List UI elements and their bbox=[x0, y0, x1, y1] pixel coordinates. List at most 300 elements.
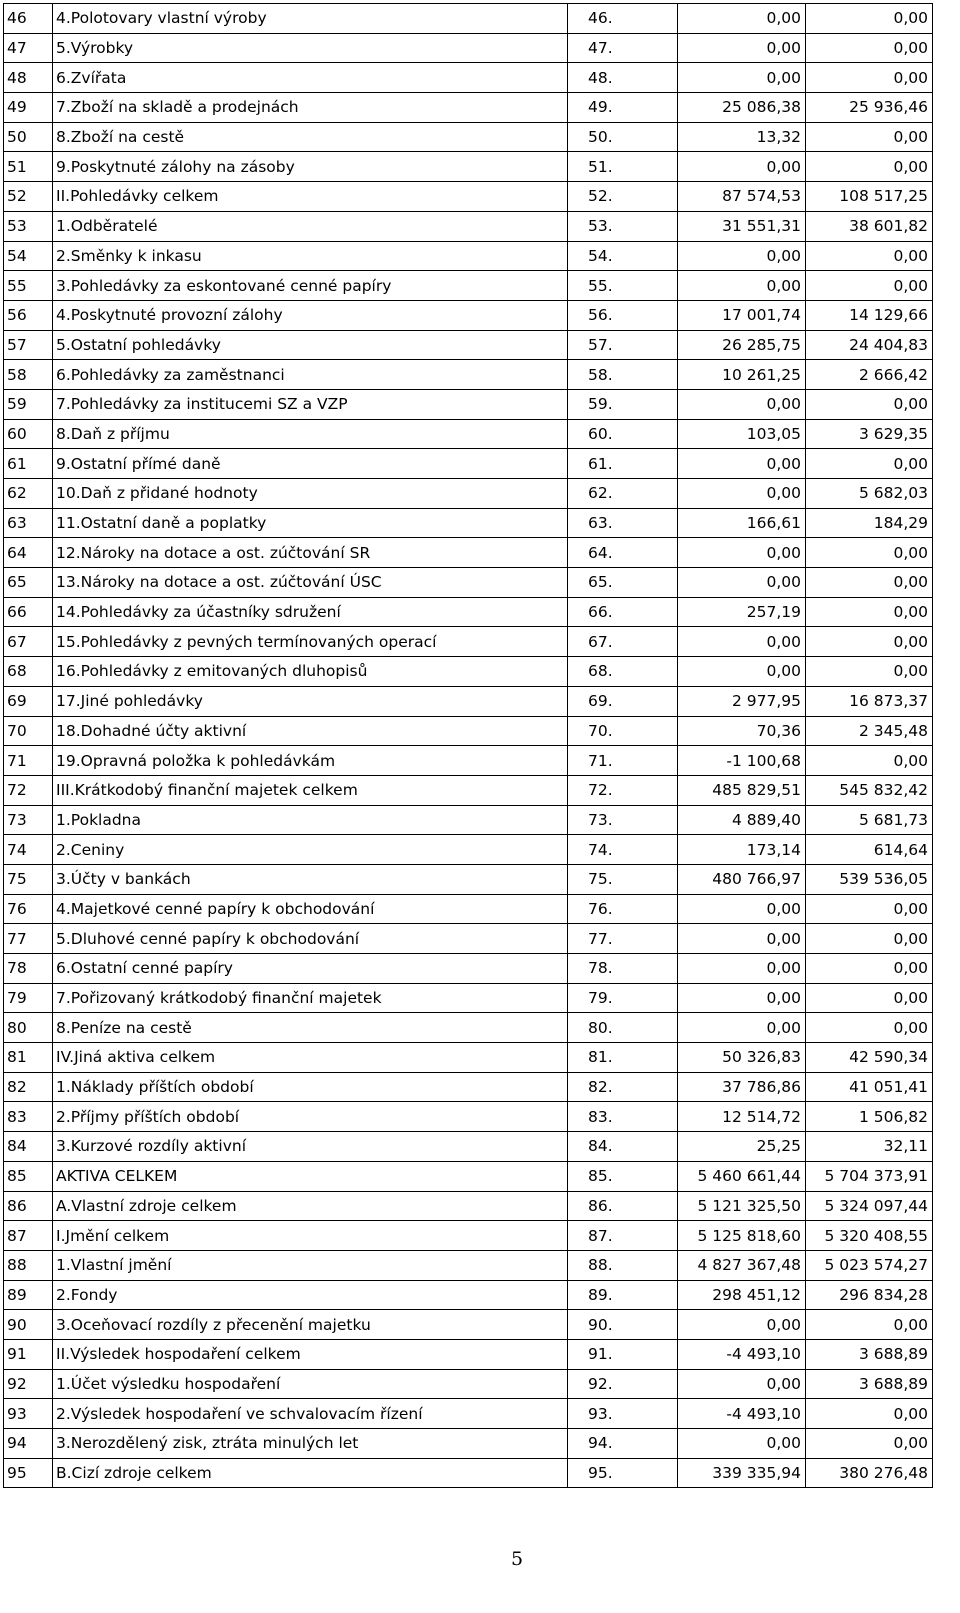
current-period-value-cell: 298 451,12 bbox=[678, 1280, 806, 1310]
table-row bbox=[4, 568, 933, 598]
line-code-cell: 51. bbox=[568, 152, 678, 182]
item-name-cell: A.Vlastní zdroje celkem bbox=[53, 1191, 568, 1221]
line-code-cell: 87. bbox=[568, 1221, 678, 1251]
previous-period-value-cell: 0,00 bbox=[806, 1310, 933, 1340]
current-period-value-cell: 0,00 bbox=[678, 983, 806, 1013]
line-code-cell: 54. bbox=[568, 241, 678, 271]
current-period-value-cell: 0,00 bbox=[678, 894, 806, 924]
current-period-value-cell: 25,25 bbox=[678, 1132, 806, 1162]
line-code-cell: 79. bbox=[568, 983, 678, 1013]
current-period-value-cell: 70,36 bbox=[678, 716, 806, 746]
item-name-cell: 5.Výrobky bbox=[53, 33, 568, 63]
previous-period-value-cell: 3 688,89 bbox=[806, 1339, 933, 1369]
row-number-cell: 87 bbox=[4, 1221, 53, 1251]
table-row bbox=[4, 1250, 933, 1280]
row-number-cell: 84 bbox=[4, 1132, 53, 1162]
line-code-cell: 82. bbox=[568, 1072, 678, 1102]
previous-period-value-cell: 0,00 bbox=[806, 657, 933, 687]
row-number-cell: 66 bbox=[4, 597, 53, 627]
previous-period-value-cell: 5 320 408,55 bbox=[806, 1221, 933, 1251]
item-name-cell: 13.Nároky na dotace a ost. zúčtování ÚSC bbox=[53, 568, 568, 598]
table-row bbox=[4, 1132, 933, 1162]
table-row bbox=[4, 1458, 933, 1488]
row-number-cell: 58 bbox=[4, 360, 53, 390]
current-period-value-cell: 0,00 bbox=[678, 627, 806, 657]
item-name-cell: 2.Výsledek hospodaření ve schvalovacím řízení bbox=[53, 1399, 568, 1429]
row-number-cell: 81 bbox=[4, 1043, 53, 1073]
balance-sheet-body bbox=[4, 4, 933, 1488]
table-row bbox=[4, 1013, 933, 1043]
row-number-cell: 68 bbox=[4, 657, 53, 687]
item-name-cell: 2.Směnky k inkasu bbox=[53, 241, 568, 271]
previous-period-value-cell: 38 601,82 bbox=[806, 211, 933, 241]
item-name-cell: 4.Polotovary vlastní výroby bbox=[53, 4, 568, 34]
row-number-cell: 78 bbox=[4, 954, 53, 984]
line-code-cell: 73. bbox=[568, 805, 678, 835]
previous-period-value-cell: 14 129,66 bbox=[806, 300, 933, 330]
item-name-cell: 4.Majetkové cenné papíry k obchodování bbox=[53, 894, 568, 924]
line-code-cell: 90. bbox=[568, 1310, 678, 1340]
current-period-value-cell: 5 125 818,60 bbox=[678, 1221, 806, 1251]
current-period-value-cell: -4 493,10 bbox=[678, 1339, 806, 1369]
item-name-cell: 2.Ceniny bbox=[53, 835, 568, 865]
item-name-cell: 3.Pohledávky za eskontované cenné papíry bbox=[53, 271, 568, 301]
table-row bbox=[4, 657, 933, 687]
row-number-cell: 46 bbox=[4, 4, 53, 34]
row-number-cell: 76 bbox=[4, 894, 53, 924]
line-code-cell: 70. bbox=[568, 716, 678, 746]
item-name-cell: III.Krátkodobý finanční majetek celkem bbox=[53, 775, 568, 805]
current-period-value-cell: 50 326,83 bbox=[678, 1043, 806, 1073]
current-period-value-cell: 0,00 bbox=[678, 271, 806, 301]
previous-period-value-cell: 2 345,48 bbox=[806, 716, 933, 746]
previous-period-value-cell: 2 666,42 bbox=[806, 360, 933, 390]
previous-period-value-cell: 184,29 bbox=[806, 508, 933, 538]
previous-period-value-cell: 5 682,03 bbox=[806, 479, 933, 509]
current-period-value-cell: -4 493,10 bbox=[678, 1399, 806, 1429]
item-name-cell: II.Pohledávky celkem bbox=[53, 182, 568, 212]
row-number-cell: 70 bbox=[4, 716, 53, 746]
line-code-cell: 55. bbox=[568, 271, 678, 301]
line-code-cell: 84. bbox=[568, 1132, 678, 1162]
line-code-cell: 57. bbox=[568, 330, 678, 360]
current-period-value-cell: 166,61 bbox=[678, 508, 806, 538]
row-number-cell: 72 bbox=[4, 775, 53, 805]
item-name-cell: IV.Jiná aktiva celkem bbox=[53, 1043, 568, 1073]
current-period-value-cell: 17 001,74 bbox=[678, 300, 806, 330]
previous-period-value-cell: 0,00 bbox=[806, 1013, 933, 1043]
item-name-cell: 9.Poskytnuté zálohy na zásoby bbox=[53, 152, 568, 182]
table-row bbox=[4, 1102, 933, 1132]
table-row bbox=[4, 93, 933, 123]
item-name-cell: I.Jmění celkem bbox=[53, 1221, 568, 1251]
item-name-cell: 5.Ostatní pohledávky bbox=[53, 330, 568, 360]
line-code-cell: 50. bbox=[568, 122, 678, 152]
previous-period-value-cell: 0,00 bbox=[806, 627, 933, 657]
table-row bbox=[4, 330, 933, 360]
current-period-value-cell: 485 829,51 bbox=[678, 775, 806, 805]
current-period-value-cell: 5 121 325,50 bbox=[678, 1191, 806, 1221]
line-code-cell: 71. bbox=[568, 746, 678, 776]
previous-period-value-cell: 0,00 bbox=[806, 568, 933, 598]
table-row bbox=[4, 211, 933, 241]
current-period-value-cell: 173,14 bbox=[678, 835, 806, 865]
previous-period-value-cell: 0,00 bbox=[806, 33, 933, 63]
item-name-cell: 1.Účet výsledku hospodaření bbox=[53, 1369, 568, 1399]
table-row bbox=[4, 1429, 933, 1459]
row-number-cell: 80 bbox=[4, 1013, 53, 1043]
line-code-cell: 61. bbox=[568, 449, 678, 479]
current-period-value-cell: -1 100,68 bbox=[678, 746, 806, 776]
previous-period-value-cell: 0,00 bbox=[806, 63, 933, 93]
table-row bbox=[4, 894, 933, 924]
item-name-cell: 6.Pohledávky za zaměstnanci bbox=[53, 360, 568, 390]
current-period-value-cell: 4 827 367,48 bbox=[678, 1250, 806, 1280]
current-period-value-cell: 0,00 bbox=[678, 63, 806, 93]
row-number-cell: 75 bbox=[4, 864, 53, 894]
current-period-value-cell: 0,00 bbox=[678, 924, 806, 954]
previous-period-value-cell: 5 704 373,91 bbox=[806, 1161, 933, 1191]
row-number-cell: 59 bbox=[4, 389, 53, 419]
row-number-cell: 79 bbox=[4, 983, 53, 1013]
line-code-cell: 78. bbox=[568, 954, 678, 984]
row-number-cell: 86 bbox=[4, 1191, 53, 1221]
previous-period-value-cell: 545 832,42 bbox=[806, 775, 933, 805]
table-row bbox=[4, 1191, 933, 1221]
current-period-value-cell: 0,00 bbox=[678, 449, 806, 479]
page-number: 5 bbox=[510, 1548, 524, 1570]
table-row bbox=[4, 864, 933, 894]
current-period-value-cell: 10 261,25 bbox=[678, 360, 806, 390]
table-row bbox=[4, 1161, 933, 1191]
previous-period-value-cell: 24 404,83 bbox=[806, 330, 933, 360]
table-row bbox=[4, 1399, 933, 1429]
line-code-cell: 91. bbox=[568, 1339, 678, 1369]
row-number-cell: 54 bbox=[4, 241, 53, 271]
previous-period-value-cell: 0,00 bbox=[806, 1429, 933, 1459]
table-row bbox=[4, 1221, 933, 1251]
item-name-cell: 11.Ostatní daně a poplatky bbox=[53, 508, 568, 538]
row-number-cell: 60 bbox=[4, 419, 53, 449]
item-name-cell: 3.Kurzové rozdíly aktivní bbox=[53, 1132, 568, 1162]
current-period-value-cell: 87 574,53 bbox=[678, 182, 806, 212]
line-code-cell: 69. bbox=[568, 686, 678, 716]
line-code-cell: 95. bbox=[568, 1458, 678, 1488]
row-number-cell: 90 bbox=[4, 1310, 53, 1340]
previous-period-value-cell: 3 629,35 bbox=[806, 419, 933, 449]
line-code-cell: 94. bbox=[568, 1429, 678, 1459]
line-code-cell: 53. bbox=[568, 211, 678, 241]
previous-period-value-cell: 41 051,41 bbox=[806, 1072, 933, 1102]
previous-period-value-cell: 3 688,89 bbox=[806, 1369, 933, 1399]
previous-period-value-cell: 0,00 bbox=[806, 449, 933, 479]
previous-period-value-cell: 25 936,46 bbox=[806, 93, 933, 123]
table-row bbox=[4, 508, 933, 538]
current-period-value-cell: 0,00 bbox=[678, 1429, 806, 1459]
current-period-value-cell: 25 086,38 bbox=[678, 93, 806, 123]
item-name-cell: 9.Ostatní přímé daně bbox=[53, 449, 568, 479]
item-name-cell: 1.Vlastní jmění bbox=[53, 1250, 568, 1280]
item-name-cell: 7.Pořizovaný krátkodobý finanční majetek bbox=[53, 983, 568, 1013]
current-period-value-cell: 0,00 bbox=[678, 568, 806, 598]
current-period-value-cell: 339 335,94 bbox=[678, 1458, 806, 1488]
current-period-value-cell: 0,00 bbox=[678, 954, 806, 984]
current-period-value-cell: 257,19 bbox=[678, 597, 806, 627]
line-code-cell: 88. bbox=[568, 1250, 678, 1280]
item-name-cell: 1.Pokladna bbox=[53, 805, 568, 835]
table-row bbox=[4, 1310, 933, 1340]
previous-period-value-cell: 614,64 bbox=[806, 835, 933, 865]
row-number-cell: 62 bbox=[4, 479, 53, 509]
row-number-cell: 55 bbox=[4, 271, 53, 301]
line-code-cell: 67. bbox=[568, 627, 678, 657]
table-row bbox=[4, 360, 933, 390]
row-number-cell: 77 bbox=[4, 924, 53, 954]
table-row bbox=[4, 1339, 933, 1369]
current-period-value-cell: 0,00 bbox=[678, 241, 806, 271]
row-number-cell: 49 bbox=[4, 93, 53, 123]
item-name-cell: 19.Opravná položka k pohledávkám bbox=[53, 746, 568, 776]
current-period-value-cell: 0,00 bbox=[678, 1013, 806, 1043]
current-period-value-cell: 13,32 bbox=[678, 122, 806, 152]
table-row bbox=[4, 271, 933, 301]
row-number-cell: 64 bbox=[4, 538, 53, 568]
item-name-cell: 16.Pohledávky z emitovaných dluhopisů bbox=[53, 657, 568, 687]
current-period-value-cell: 2 977,95 bbox=[678, 686, 806, 716]
table-row bbox=[4, 1043, 933, 1073]
line-code-cell: 52. bbox=[568, 182, 678, 212]
table-row bbox=[4, 182, 933, 212]
row-number-cell: 48 bbox=[4, 63, 53, 93]
line-code-cell: 60. bbox=[568, 419, 678, 449]
item-name-cell: 15.Pohledávky z pevných termínovaných operací bbox=[53, 627, 568, 657]
table-row bbox=[4, 122, 933, 152]
line-code-cell: 85. bbox=[568, 1161, 678, 1191]
line-code-cell: 83. bbox=[568, 1102, 678, 1132]
item-name-cell: 3.Nerozdělený zisk, ztráta minulých let bbox=[53, 1429, 568, 1459]
previous-period-value-cell: 0,00 bbox=[806, 954, 933, 984]
row-number-cell: 93 bbox=[4, 1399, 53, 1429]
current-period-value-cell: 0,00 bbox=[678, 4, 806, 34]
line-code-cell: 62. bbox=[568, 479, 678, 509]
table-row bbox=[4, 746, 933, 776]
current-period-value-cell: 0,00 bbox=[678, 152, 806, 182]
row-number-cell: 47 bbox=[4, 33, 53, 63]
row-number-cell: 52 bbox=[4, 182, 53, 212]
row-number-cell: 67 bbox=[4, 627, 53, 657]
row-number-cell: 94 bbox=[4, 1429, 53, 1459]
item-name-cell: 17.Jiné pohledávky bbox=[53, 686, 568, 716]
row-number-cell: 88 bbox=[4, 1250, 53, 1280]
table-row bbox=[4, 300, 933, 330]
table-row bbox=[4, 597, 933, 627]
table-row bbox=[4, 775, 933, 805]
current-period-value-cell: 5 460 661,44 bbox=[678, 1161, 806, 1191]
previous-period-value-cell: 0,00 bbox=[806, 924, 933, 954]
table-row bbox=[4, 538, 933, 568]
item-name-cell: II.Výsledek hospodaření celkem bbox=[53, 1339, 568, 1369]
previous-period-value-cell: 5 324 097,44 bbox=[806, 1191, 933, 1221]
item-name-cell: 5.Dluhové cenné papíry k obchodování bbox=[53, 924, 568, 954]
previous-period-value-cell: 16 873,37 bbox=[806, 686, 933, 716]
line-code-cell: 64. bbox=[568, 538, 678, 568]
line-code-cell: 80. bbox=[568, 1013, 678, 1043]
item-name-cell: 8.Peníze na cestě bbox=[53, 1013, 568, 1043]
item-name-cell: 18.Dohadné účty aktivní bbox=[53, 716, 568, 746]
current-period-value-cell: 0,00 bbox=[678, 389, 806, 419]
previous-period-value-cell: 5 023 574,27 bbox=[806, 1250, 933, 1280]
item-name-cell: B.Cizí zdroje celkem bbox=[53, 1458, 568, 1488]
current-period-value-cell: 0,00 bbox=[678, 1369, 806, 1399]
row-number-cell: 56 bbox=[4, 300, 53, 330]
table-row bbox=[4, 4, 933, 34]
current-period-value-cell: 0,00 bbox=[678, 657, 806, 687]
current-period-value-cell: 0,00 bbox=[678, 479, 806, 509]
current-period-value-cell: 26 285,75 bbox=[678, 330, 806, 360]
balance-sheet-table bbox=[3, 3, 933, 1488]
previous-period-value-cell: 296 834,28 bbox=[806, 1280, 933, 1310]
item-name-cell: 6.Zvířata bbox=[53, 63, 568, 93]
line-code-cell: 58. bbox=[568, 360, 678, 390]
row-number-cell: 53 bbox=[4, 211, 53, 241]
row-number-cell: 61 bbox=[4, 449, 53, 479]
row-number-cell: 74 bbox=[4, 835, 53, 865]
line-code-cell: 46. bbox=[568, 4, 678, 34]
item-name-cell: 14.Pohledávky za účastníky sdružení bbox=[53, 597, 568, 627]
previous-period-value-cell: 0,00 bbox=[806, 4, 933, 34]
table-row bbox=[4, 627, 933, 657]
line-code-cell: 66. bbox=[568, 597, 678, 627]
line-code-cell: 56. bbox=[568, 300, 678, 330]
item-name-cell: AKTIVA CELKEM bbox=[53, 1161, 568, 1191]
previous-period-value-cell: 0,00 bbox=[806, 152, 933, 182]
previous-period-value-cell: 0,00 bbox=[806, 538, 933, 568]
table-row bbox=[4, 389, 933, 419]
line-code-cell: 49. bbox=[568, 93, 678, 123]
previous-period-value-cell: 0,00 bbox=[806, 1399, 933, 1429]
row-number-cell: 57 bbox=[4, 330, 53, 360]
line-code-cell: 68. bbox=[568, 657, 678, 687]
item-name-cell: 3.Účty v bankách bbox=[53, 864, 568, 894]
current-period-value-cell: 4 889,40 bbox=[678, 805, 806, 835]
current-period-value-cell: 0,00 bbox=[678, 538, 806, 568]
line-code-cell: 86. bbox=[568, 1191, 678, 1221]
item-name-cell: 8.Daň z příjmu bbox=[53, 419, 568, 449]
table-row bbox=[4, 479, 933, 509]
current-period-value-cell: 12 514,72 bbox=[678, 1102, 806, 1132]
previous-period-value-cell: 0,00 bbox=[806, 983, 933, 1013]
table-row bbox=[4, 152, 933, 182]
previous-period-value-cell: 32,11 bbox=[806, 1132, 933, 1162]
item-name-cell: 7.Pohledávky za institucemi SZ a VZP bbox=[53, 389, 568, 419]
previous-period-value-cell: 0,00 bbox=[806, 271, 933, 301]
previous-period-value-cell: 1 506,82 bbox=[806, 1102, 933, 1132]
table-row bbox=[4, 33, 933, 63]
row-number-cell: 85 bbox=[4, 1161, 53, 1191]
item-name-cell: 12.Nároky na dotace a ost. zúčtování SR bbox=[53, 538, 568, 568]
table-row bbox=[4, 924, 933, 954]
row-number-cell: 71 bbox=[4, 746, 53, 776]
row-number-cell: 69 bbox=[4, 686, 53, 716]
line-code-cell: 76. bbox=[568, 894, 678, 924]
row-number-cell: 92 bbox=[4, 1369, 53, 1399]
row-number-cell: 50 bbox=[4, 122, 53, 152]
current-period-value-cell: 103,05 bbox=[678, 419, 806, 449]
row-number-cell: 65 bbox=[4, 568, 53, 598]
line-code-cell: 48. bbox=[568, 63, 678, 93]
current-period-value-cell: 0,00 bbox=[678, 1310, 806, 1340]
table-row bbox=[4, 63, 933, 93]
table-row bbox=[4, 419, 933, 449]
previous-period-value-cell: 0,00 bbox=[806, 894, 933, 924]
item-name-cell: 7.Zboží na skladě a prodejnách bbox=[53, 93, 568, 123]
table-row bbox=[4, 686, 933, 716]
row-number-cell: 73 bbox=[4, 805, 53, 835]
line-code-cell: 81. bbox=[568, 1043, 678, 1073]
row-number-cell: 82 bbox=[4, 1072, 53, 1102]
row-number-cell: 83 bbox=[4, 1102, 53, 1132]
item-name-cell: 4.Poskytnuté provozní zálohy bbox=[53, 300, 568, 330]
previous-period-value-cell: 0,00 bbox=[806, 122, 933, 152]
line-code-cell: 74. bbox=[568, 835, 678, 865]
item-name-cell: 6.Ostatní cenné papíry bbox=[53, 954, 568, 984]
line-code-cell: 59. bbox=[568, 389, 678, 419]
row-number-cell: 89 bbox=[4, 1280, 53, 1310]
current-period-value-cell: 0,00 bbox=[678, 33, 806, 63]
item-name-cell: 8.Zboží na cestě bbox=[53, 122, 568, 152]
previous-period-value-cell: 0,00 bbox=[806, 241, 933, 271]
line-code-cell: 93. bbox=[568, 1399, 678, 1429]
previous-period-value-cell: 0,00 bbox=[806, 746, 933, 776]
row-number-cell: 51 bbox=[4, 152, 53, 182]
line-code-cell: 77. bbox=[568, 924, 678, 954]
current-period-value-cell: 37 786,86 bbox=[678, 1072, 806, 1102]
table-row bbox=[4, 1280, 933, 1310]
item-name-cell: 2.Příjmy příštích období bbox=[53, 1102, 568, 1132]
previous-period-value-cell: 539 536,05 bbox=[806, 864, 933, 894]
table-row bbox=[4, 449, 933, 479]
previous-period-value-cell: 380 276,48 bbox=[806, 1458, 933, 1488]
item-name-cell: 10.Daň z přidané hodnoty bbox=[53, 479, 568, 509]
line-code-cell: 63. bbox=[568, 508, 678, 538]
line-code-cell: 92. bbox=[568, 1369, 678, 1399]
table-row bbox=[4, 716, 933, 746]
item-name-cell: 3.Oceňovací rozdíly z přecenění majetku bbox=[53, 1310, 568, 1340]
line-code-cell: 75. bbox=[568, 864, 678, 894]
table-row bbox=[4, 954, 933, 984]
item-name-cell: 1.Náklady příštích období bbox=[53, 1072, 568, 1102]
line-code-cell: 89. bbox=[568, 1280, 678, 1310]
table-row bbox=[4, 835, 933, 865]
line-code-cell: 47. bbox=[568, 33, 678, 63]
line-code-cell: 65. bbox=[568, 568, 678, 598]
row-number-cell: 91 bbox=[4, 1339, 53, 1369]
previous-period-value-cell: 0,00 bbox=[806, 597, 933, 627]
row-number-cell: 63 bbox=[4, 508, 53, 538]
previous-period-value-cell: 108 517,25 bbox=[806, 182, 933, 212]
item-name-cell: 2.Fondy bbox=[53, 1280, 568, 1310]
table-row bbox=[4, 983, 933, 1013]
table-row bbox=[4, 1369, 933, 1399]
table-row bbox=[4, 1072, 933, 1102]
line-code-cell: 72. bbox=[568, 775, 678, 805]
previous-period-value-cell: 42 590,34 bbox=[806, 1043, 933, 1073]
previous-period-value-cell: 0,00 bbox=[806, 389, 933, 419]
table-row bbox=[4, 805, 933, 835]
table-row bbox=[4, 241, 933, 271]
row-number-cell: 95 bbox=[4, 1458, 53, 1488]
previous-period-value-cell: 5 681,73 bbox=[806, 805, 933, 835]
